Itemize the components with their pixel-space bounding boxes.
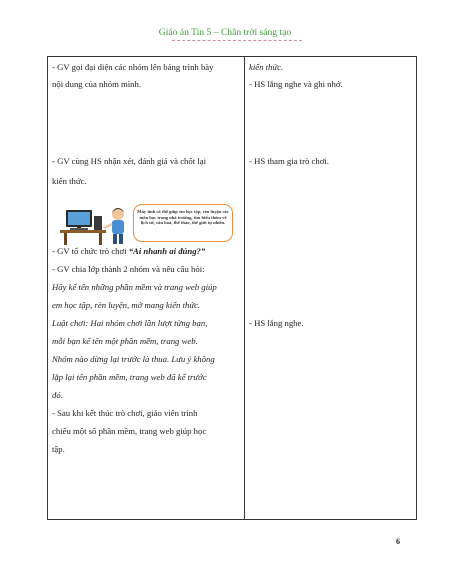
computer-learning-illustration <box>58 202 236 246</box>
question-line-2: em học tập, rèn luyện, mở mang kiến thức. <box>52 300 201 310</box>
rule-line-4: lặp lại tên phần mềm, trang web đã kể trước <box>52 372 207 382</box>
game-name: “Ai nhanh ai đúng?” <box>128 246 206 256</box>
gv-review-line-2: kiến thức. <box>52 176 87 186</box>
rule-line-1: Luật chơi: Hai nhóm chơi lần lượt từng bạn, <box>52 318 208 328</box>
student-at-computer-icon <box>58 202 138 246</box>
hs-listen: - HS lắng nghe. <box>249 318 304 328</box>
rule-line-2: mỗi bạn kể tên một phần mềm, trang web. <box>52 336 198 346</box>
speech-bubble: Máy tính có thể giúp em học tập, rèn luyện các môn học trong nhà trường, tìm hiểu thêm về lịch sử, văn hoá, thể thao, thế giới tự nhiên. <box>133 204 233 242</box>
page-number: 6 <box>396 537 400 546</box>
gv-divide-line: - GV chia lớp thành 2 nhóm và nêu câu hỏi: <box>52 264 205 274</box>
gv-review-line-1: - GV cùng HS nhận xét, đánh giá và chốt lại <box>52 156 207 166</box>
hs-listen-remember: - HS lắng nghe và ghi nhớ. <box>249 79 343 89</box>
gv-present-line-1: - GV gọi đại diện các nhóm lên bảng trình bày <box>52 62 214 72</box>
question-line-1: Hãy kể tên những phần mềm và trang web giúp <box>52 282 217 292</box>
student-activity-column <box>245 57 417 520</box>
hs-join-game: - HS tham gia trò chơi. <box>249 156 329 166</box>
end-line-2: chiếu một số phần mềm, trang web giúp học <box>52 426 207 436</box>
lesson-table <box>47 56 417 520</box>
rule-line-5: đó. <box>52 390 63 400</box>
gv-present-line-2: nội dung của nhóm mình. <box>52 79 142 89</box>
end-line-1: - Sau khi kết thúc trò chơi, giáo viên trình <box>52 408 198 418</box>
teacher-activity-column <box>48 57 245 520</box>
gv-game-line <box>52 242 242 260</box>
end-line-3: tập. <box>52 444 65 454</box>
rule-line-3: Nhóm nào dừng lại trước là thua. Lưu ý không <box>52 354 215 364</box>
header-divider <box>172 40 302 41</box>
gv-game-prefix: - GV tổ chức trò chơi <box>52 246 129 256</box>
page-header-title: Giáo án Tin 5 – Chân trời sáng tạo <box>158 27 292 38</box>
hs-carryover-line: kiến thức. <box>249 62 284 72</box>
